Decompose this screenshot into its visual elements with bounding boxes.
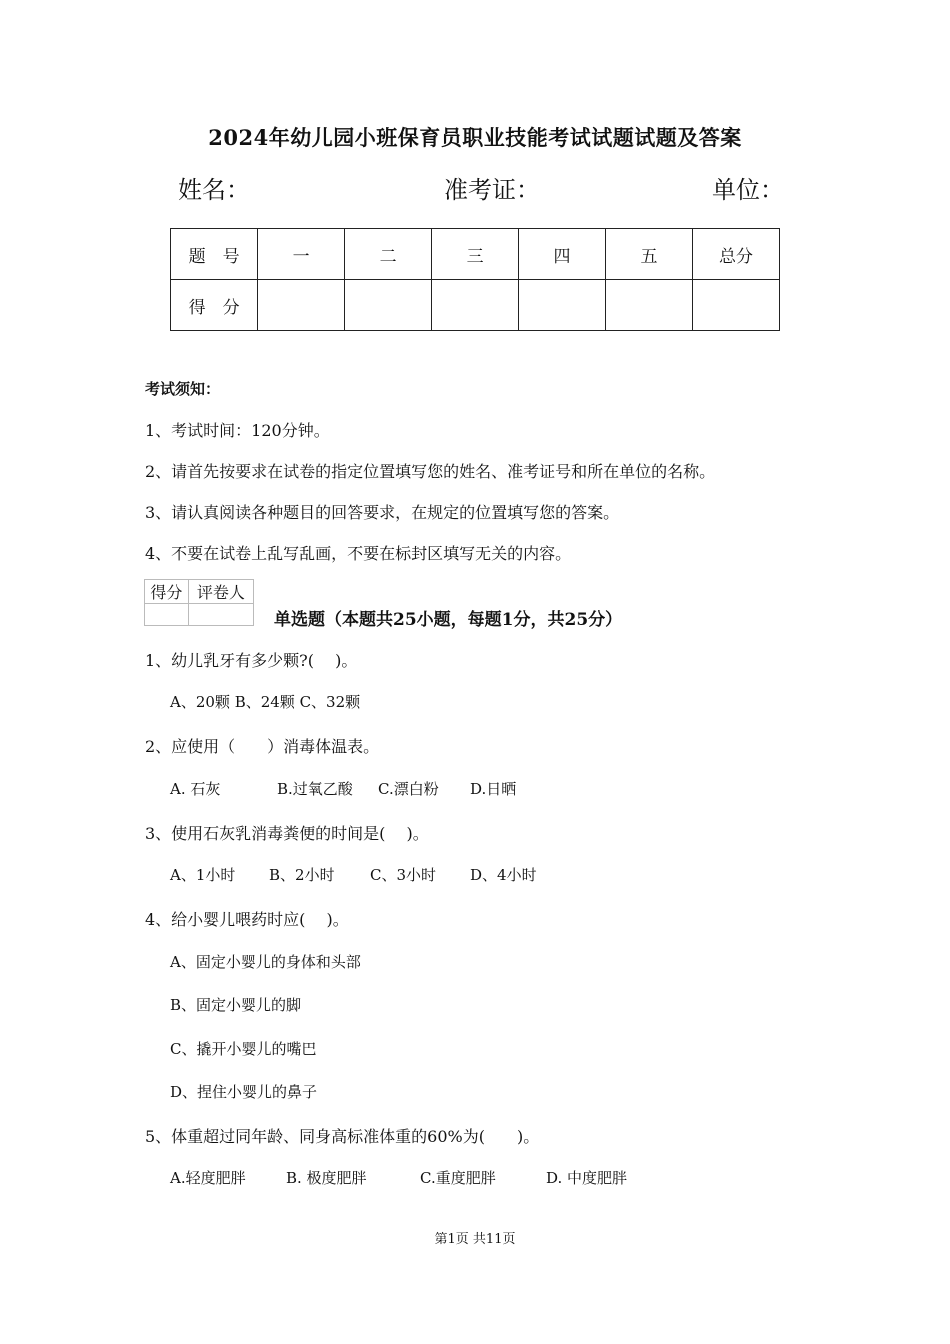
question-2-options xyxy=(170,778,516,799)
question-5-option-d: D. 中度肥胖 xyxy=(546,1169,628,1187)
notice-heading: 考试须知： xyxy=(145,380,221,398)
header-cell-1: 一 xyxy=(258,229,345,280)
header-cell-question-no: 题 号 xyxy=(171,229,258,280)
score-cell-total xyxy=(692,280,779,331)
question-5-options xyxy=(170,1167,627,1188)
question-5-option-b: B. 极度肥胖 xyxy=(286,1169,367,1187)
exam-id-field-label: 准考证： xyxy=(444,176,540,204)
question-2-stem: 2、应使用（ ）消毒体温表。 xyxy=(145,737,380,756)
question-2-option-c: C.漂白粉 xyxy=(378,780,439,798)
grader-name-label: 评卷人 xyxy=(188,580,253,604)
grader-box xyxy=(144,579,254,626)
notice-item-1: 1、考试时间：120分钟。 xyxy=(145,421,330,440)
notice-item-4: 4、不要在试卷上乱写乱画，不要在标封区填写无关的内容。 xyxy=(145,544,572,563)
notice-item-3: 3、请认真阅读各种题目的回答要求，在规定的位置填写您的答案。 xyxy=(145,503,620,522)
question-4-option-c: C、撬开小婴儿的嘴巴 xyxy=(170,1040,317,1058)
candidate-fields xyxy=(178,170,784,204)
question-4-stem: 4、给小婴儿喂药时应( )。 xyxy=(145,910,349,929)
score-cell-3 xyxy=(432,280,519,331)
question-5-option-c: C.重度肥胖 xyxy=(420,1169,496,1187)
question-1-stem: 1、幼儿乳牙有多少颗?( )。 xyxy=(145,651,358,670)
question-5-option-a: A.轻度肥胖 xyxy=(170,1169,246,1187)
score-table-header-row xyxy=(171,229,780,280)
question-1-options: A、20颗 B、24颗 C、32颗 xyxy=(170,693,361,711)
question-3-option-a: A、1小时 xyxy=(170,866,236,884)
question-4-option-a: A、固定小婴儿的身体和头部 xyxy=(170,953,361,971)
grader-name-cell xyxy=(188,604,253,626)
score-cell-4 xyxy=(519,280,606,331)
question-2-option-d: D.日晒 xyxy=(470,780,517,798)
header-cell-4: 四 xyxy=(519,229,606,280)
row-label-score: 得 分 xyxy=(171,280,258,331)
question-2-option-a: A. 石灰 xyxy=(170,780,221,798)
question-2-option-b: B.过氧乙酸 xyxy=(277,780,353,798)
section-title: 单选题（本题共25小题，每题1分，共25分） xyxy=(274,610,623,630)
score-cell-1 xyxy=(258,280,345,331)
page-title: 2024年幼儿园小班保育员职业技能考试试题试题及答案 xyxy=(208,125,742,150)
header-cell-3: 三 xyxy=(432,229,519,280)
grader-score-cell xyxy=(145,604,189,626)
score-table-score-row xyxy=(171,280,780,331)
question-5-stem: 5、体重超过同年龄、同身高标准体重的60%为( )。 xyxy=(145,1127,540,1146)
score-cell-2 xyxy=(345,280,432,331)
score-table xyxy=(170,228,780,331)
question-3-options xyxy=(170,864,537,885)
question-3-option-d: D、4小时 xyxy=(470,866,537,884)
question-4-option-b: B、固定小婴儿的脚 xyxy=(170,996,302,1014)
name-field-label: 姓名： xyxy=(178,176,250,204)
question-4-option-d: D、捏住小婴儿的鼻子 xyxy=(170,1083,318,1101)
unit-field-label: 单位： xyxy=(712,176,784,204)
notice-item-2: 2、请首先按要求在试卷的指定位置填写您的姓名、准考证号和所在单位的名称。 xyxy=(145,462,716,481)
question-3-stem: 3、使用石灰乳消毒粪便的时间是( )。 xyxy=(145,824,429,843)
header-cell-total: 总分 xyxy=(692,229,779,280)
grader-score-label: 得分 xyxy=(145,580,189,604)
page-footer: 第1页 共11页 xyxy=(434,1232,516,1247)
header-cell-2: 二 xyxy=(345,229,432,280)
question-3-option-b: B、2小时 xyxy=(269,866,335,884)
score-cell-5 xyxy=(606,280,693,331)
header-cell-5: 五 xyxy=(606,229,693,280)
question-3-option-c: C、3小时 xyxy=(370,866,437,884)
